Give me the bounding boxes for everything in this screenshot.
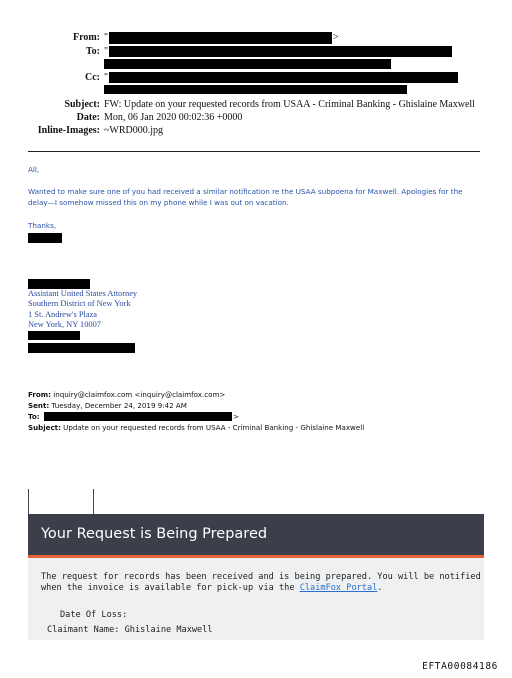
inline-images-value: ~WRD000.jpg — [104, 125, 164, 136]
claimfox-portal-link[interactable]: ClaimFox Portal — [299, 583, 378, 593]
date-label: Date: — [76, 112, 100, 123]
signature-city: New York, NY 10007 — [28, 320, 101, 330]
signature-title: Assistant United States Attorney — [28, 289, 138, 298]
notice-banner — [28, 514, 484, 558]
fwd-sent-row — [28, 401, 187, 412]
fwd-to-tail: > — [233, 412, 239, 421]
right-border-line — [93, 489, 94, 514]
fwd-from-row — [28, 390, 225, 401]
fwd-to-label: To: — [28, 412, 40, 421]
thanks: Thanks, — [28, 221, 57, 230]
fwd-subject-value: Update on your requested records from USAA - Criminal Banking - Ghislaine Maxwell — [60, 423, 365, 432]
notice-body — [41, 572, 481, 594]
cc-value: " — [104, 72, 109, 83]
fwd-sent-label: Sent: — [28, 401, 50, 410]
bates-number: EFTA00084186 — [422, 661, 498, 672]
subject-value: FW: Update on your requested records from USAA - Criminal Banking - Ghislaine Maxwell — [104, 99, 475, 110]
redaction-signature-email — [28, 343, 135, 353]
redaction-from — [109, 32, 332, 44]
claimant-name: Claimant Name: Ghislaine Maxwell — [47, 625, 213, 635]
fwd-subject-row — [28, 423, 364, 434]
images-row — [0, 125, 480, 137]
notice-body-start: The request for records has been received and is being prepared. You will be notified when the invoice is available for pick-up via the — [41, 572, 481, 593]
redaction-signature-name — [28, 279, 90, 289]
date-row — [0, 112, 480, 124]
from-value: " — [104, 32, 109, 43]
signature-office: Southern District of New York — [28, 299, 131, 309]
inline-images-label: Inline-Images: — [37, 125, 100, 136]
redaction-cc-line2 — [104, 85, 407, 94]
cc-label: Cc: — [85, 72, 100, 83]
fwd-sent-value: Tuesday, December 24, 2019 9:42 AM — [49, 401, 187, 410]
redaction-to-line2 — [104, 59, 391, 69]
body-paragraph: Wanted to make sure one of you had received a similar notification re the USAA subpoena for Maxwell. Apologies for the delay—I somehow missed this on my phone while I was out on vacation. — [28, 187, 463, 207]
redaction-to — [109, 46, 452, 57]
redaction-signature-phone — [28, 331, 80, 340]
subject-label: Subject: — [64, 99, 100, 110]
notice-card — [28, 558, 484, 640]
to-value: " — [104, 46, 109, 57]
fwd-to-row — [28, 412, 40, 423]
from-label: From: — [72, 32, 100, 43]
fwd-from-label: From: — [28, 390, 51, 399]
subject-row — [0, 99, 480, 111]
notice-title: Your Request is Being Prepared — [41, 526, 268, 542]
from-tail: > — [333, 32, 339, 43]
fwd-from-value: inquiry@claimfox.com <inquiry@claimfox.com> — [51, 390, 226, 399]
to-label: To: — [85, 46, 100, 57]
notice-body-end: . — [377, 583, 383, 593]
date-of-loss: Date Of Loss: — [60, 610, 128, 620]
redaction-cc — [109, 72, 458, 83]
date-value: Mon, 06 Jan 2020 00:02:36 +0000 — [104, 112, 243, 123]
greeting: All, — [28, 165, 40, 174]
fwd-subject-label: Subject: — [28, 423, 61, 432]
header-divider — [28, 151, 480, 152]
left-border-line — [28, 489, 29, 514]
redaction-sender-name — [28, 233, 62, 243]
signature-block — [28, 289, 137, 331]
signature-street: 1 St. Andrew's Plaza — [28, 309, 97, 319]
redaction-fwd-to — [44, 412, 232, 421]
